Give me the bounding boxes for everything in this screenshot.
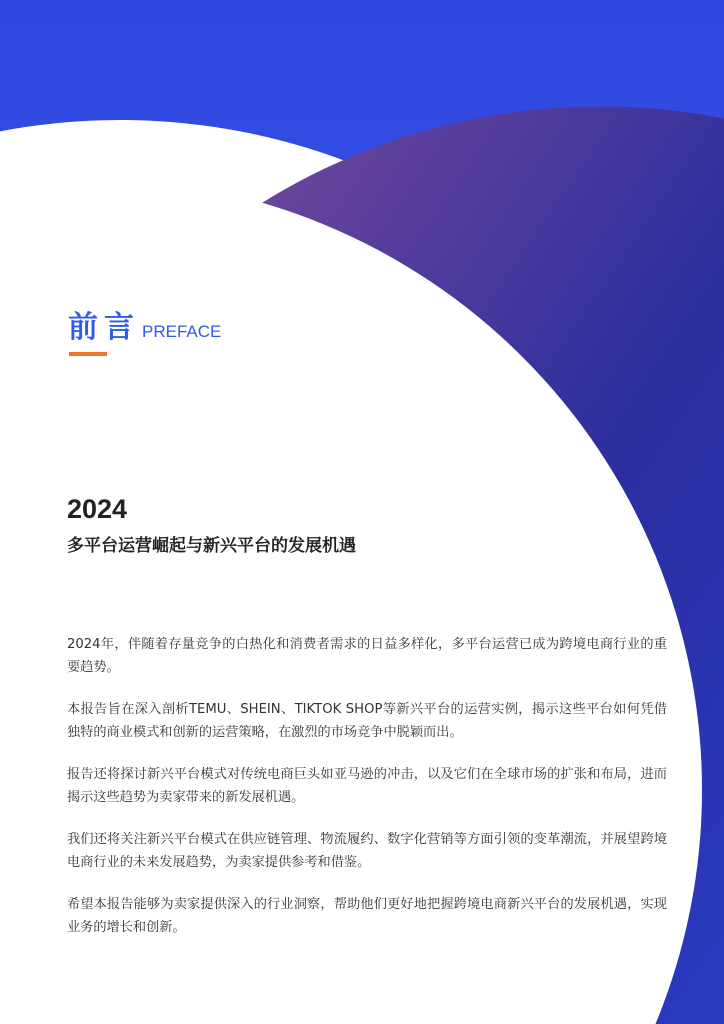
preface-heading bbox=[68, 302, 221, 346]
subtitle: 多平台运营崛起与新兴平台的发展机遇 bbox=[67, 536, 356, 556]
paragraph: 希望本报告能够为卖家提供深入的行业洞察，帮助他们更好地把握跨境电商新兴平台的发展机遇，实现业务的增长和创新。 bbox=[67, 897, 667, 935]
heading-underline bbox=[69, 352, 107, 356]
paragraph: 2024年，伴随着存量竞争的白热化和消费者需求的日益多样化，多平台运营已成为跨境电商行业的重要趋势。 bbox=[67, 637, 667, 675]
heading-chinese: 前言 bbox=[68, 310, 140, 345]
year-title: 2024 bbox=[67, 494, 128, 524]
paragraph: 我们还将关注新兴平台模式在供应链管理、物流履约、数字化营销等方面引领的变革潮流，并展望跨境电商行业的未来发展趋势，为卖家提供参考和借鉴。 bbox=[67, 832, 667, 870]
heading-english: PREFACE bbox=[142, 322, 222, 341]
paragraph: 本报告旨在深入剖析TEMU、SHEIN、TIKTOK SHOP等新兴平台的运营实例，揭示这些平台如何凭借独特的商业模式和创新的运营策略，在激烈的市场竞争中脱颖而出。 bbox=[67, 702, 667, 740]
paragraph: 报告还将探讨新兴平台模式对传统电商巨头如亚马逊的冲击，以及它们在全球市场的扩张和布局，进而揭示这些趋势为卖家带来的新发展机遇。 bbox=[67, 767, 667, 805]
preface-body bbox=[67, 633, 667, 958]
